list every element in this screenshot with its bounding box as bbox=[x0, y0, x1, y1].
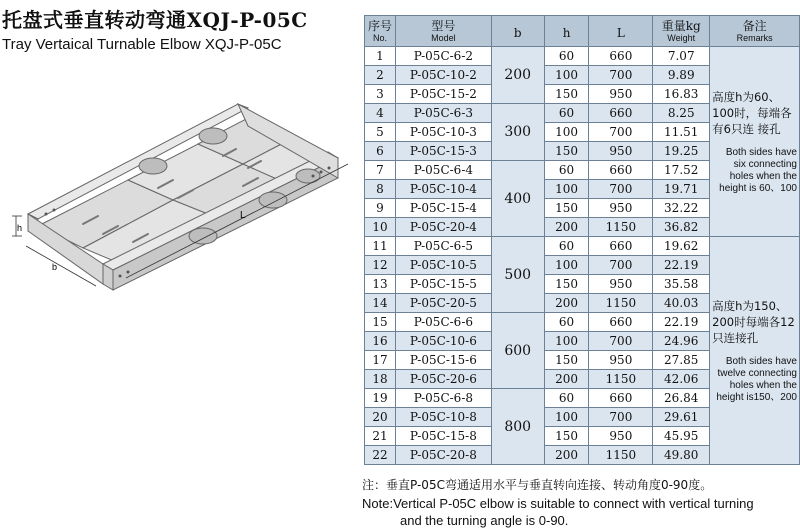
note-en-line1: Note:Vertical P-05C elbow is suitable to connect with vertical turning bbox=[362, 496, 754, 511]
cell-no: 16 bbox=[365, 332, 396, 351]
cell-L: 950 bbox=[589, 351, 653, 370]
cell-h: 200 bbox=[544, 218, 589, 237]
cell-L: 700 bbox=[589, 256, 653, 275]
cell-no: 11 bbox=[365, 237, 396, 256]
dimension-label-h: h bbox=[17, 223, 23, 233]
cell-weight: 49.80 bbox=[653, 446, 710, 465]
cell-L: 1150 bbox=[589, 446, 653, 465]
cell-L: 950 bbox=[589, 275, 653, 294]
cell-L: 660 bbox=[589, 47, 653, 66]
cell-remarks bbox=[710, 47, 800, 237]
cell-model: P-05C-10-5 bbox=[395, 256, 491, 275]
cell-no: 10 bbox=[365, 218, 396, 237]
cell-h: 150 bbox=[544, 199, 589, 218]
cell-b: 300 bbox=[491, 104, 544, 161]
cell-model: P-05C-6-3 bbox=[395, 104, 491, 123]
cell-h: 150 bbox=[544, 427, 589, 446]
cell-weight: 45.95 bbox=[653, 427, 710, 446]
hinge-joint bbox=[199, 128, 227, 144]
cell-model: P-05C-10-3 bbox=[395, 123, 491, 142]
cell-model: P-05C-6-6 bbox=[395, 313, 491, 332]
cell-no: 8 bbox=[365, 180, 396, 199]
cell-model: P-05C-20-6 bbox=[395, 370, 491, 389]
header-h: h bbox=[544, 16, 589, 47]
cell-L: 700 bbox=[589, 408, 653, 427]
cell-weight: 42.06 bbox=[653, 370, 710, 389]
cell-model: P-05C-6-4 bbox=[395, 161, 491, 180]
note-en-line2: and the turning angle is 0-90. bbox=[400, 513, 569, 528]
cell-h: 100 bbox=[544, 256, 589, 275]
cell-weight: 11.51 bbox=[653, 123, 710, 142]
cell-no: 21 bbox=[365, 427, 396, 446]
cell-model: P-05C-6-5 bbox=[395, 237, 491, 256]
spec-table-body bbox=[365, 47, 800, 465]
cell-no: 17 bbox=[365, 351, 396, 370]
cell-L: 700 bbox=[589, 332, 653, 351]
cell-b: 200 bbox=[491, 47, 544, 104]
cell-h: 150 bbox=[544, 275, 589, 294]
remark-cn: 高度h为60、100时，每端各有6只连 接孔 bbox=[712, 89, 792, 136]
cell-h: 150 bbox=[544, 351, 589, 370]
hinge-joint bbox=[189, 228, 217, 244]
cell-h: 200 bbox=[544, 446, 589, 465]
cell-no: 19 bbox=[365, 389, 396, 408]
cell-weight: 29.61 bbox=[653, 408, 710, 427]
cell-model: P-05C-6-8 bbox=[395, 389, 491, 408]
cell-h: 60 bbox=[544, 161, 589, 180]
cell-no: 6 bbox=[365, 142, 396, 161]
cell-h: 100 bbox=[544, 408, 589, 427]
hinge-joint bbox=[296, 169, 320, 183]
cell-weight: 19.25 bbox=[653, 142, 710, 161]
cell-no: 18 bbox=[365, 370, 396, 389]
cell-no: 1 bbox=[365, 47, 396, 66]
cell-model: P-05C-20-4 bbox=[395, 218, 491, 237]
cell-L: 950 bbox=[589, 85, 653, 104]
cell-model: P-05C-20-5 bbox=[395, 294, 491, 313]
cell-no: 20 bbox=[365, 408, 396, 427]
cell-no: 12 bbox=[365, 256, 396, 275]
header-b: b bbox=[491, 16, 544, 47]
cell-h: 150 bbox=[544, 142, 589, 161]
cell-model: P-05C-15-8 bbox=[395, 427, 491, 446]
cell-no: 4 bbox=[365, 104, 396, 123]
cell-L: 700 bbox=[589, 180, 653, 199]
cell-no: 3 bbox=[365, 85, 396, 104]
cell-no: 14 bbox=[365, 294, 396, 313]
cell-model: P-05C-20-8 bbox=[395, 446, 491, 465]
cell-L: 1150 bbox=[589, 294, 653, 313]
remark-cn: 高度h为150、200时每端各12只连接孔 bbox=[712, 298, 795, 345]
remark-en: Both sides have six connecting holes when the height is 60、100 bbox=[719, 146, 797, 194]
cell-h: 60 bbox=[544, 389, 589, 408]
cell-model: P-05C-15-5 bbox=[395, 275, 491, 294]
cell-h: 200 bbox=[544, 294, 589, 313]
page-title-cn: 托盘式垂直转动弯通XQJ-P-05C bbox=[2, 8, 308, 32]
cell-L: 950 bbox=[589, 427, 653, 446]
cell-L: 700 bbox=[589, 66, 653, 85]
cell-weight: 17.52 bbox=[653, 161, 710, 180]
cell-no: 22 bbox=[365, 446, 396, 465]
cell-model: P-05C-10-2 bbox=[395, 66, 491, 85]
cell-L: 1150 bbox=[589, 370, 653, 389]
cell-weight: 9.89 bbox=[653, 66, 710, 85]
cell-b: 400 bbox=[491, 161, 544, 237]
cell-b: 600 bbox=[491, 313, 544, 389]
cell-L: 660 bbox=[589, 237, 653, 256]
cell-h: 150 bbox=[544, 85, 589, 104]
cell-b: 500 bbox=[491, 237, 544, 313]
hinge-joint bbox=[139, 158, 167, 174]
cell-weight: 7.07 bbox=[653, 47, 710, 66]
cell-no: 5 bbox=[365, 123, 396, 142]
cell-model: P-05C-6-2 bbox=[395, 47, 491, 66]
cell-h: 100 bbox=[544, 332, 589, 351]
cell-weight: 24.96 bbox=[653, 332, 710, 351]
header-remarks: 备注 Remarks bbox=[710, 16, 800, 47]
note-cn: 注：垂直P-05C弯通适用水平与垂直转向连接、转动角度0-90度。 bbox=[362, 478, 713, 492]
cell-L: 950 bbox=[589, 142, 653, 161]
cell-weight: 22.19 bbox=[653, 256, 710, 275]
cell-h: 100 bbox=[544, 66, 589, 85]
cell-b: 800 bbox=[491, 389, 544, 465]
dimension-label-L: L bbox=[240, 210, 246, 221]
cell-no: 9 bbox=[365, 199, 396, 218]
dimension-label-b: b bbox=[52, 262, 58, 272]
cell-weight: 16.83 bbox=[653, 85, 710, 104]
table-row bbox=[365, 237, 800, 256]
cell-model: P-05C-15-2 bbox=[395, 85, 491, 104]
cell-remarks bbox=[710, 237, 800, 465]
hinge-joint bbox=[259, 192, 287, 208]
remark-en: Both sides have twelve connecting holes when the height is150、200 bbox=[716, 355, 797, 403]
cell-L: 1150 bbox=[589, 218, 653, 237]
cell-model: P-05C-10-8 bbox=[395, 408, 491, 427]
page-title-en: Tray Vertaical Turnable Elbow XQJ-P-05C bbox=[2, 36, 282, 53]
header-no: 序号 No. bbox=[365, 16, 396, 47]
cell-h: 100 bbox=[544, 180, 589, 199]
cell-weight: 19.71 bbox=[653, 180, 710, 199]
cell-weight: 27.85 bbox=[653, 351, 710, 370]
cell-model: P-05C-10-4 bbox=[395, 180, 491, 199]
cell-model: P-05C-15-3 bbox=[395, 142, 491, 161]
cell-no: 2 bbox=[365, 66, 396, 85]
cell-L: 660 bbox=[589, 104, 653, 123]
cell-no: 7 bbox=[365, 161, 396, 180]
cell-weight: 40.03 bbox=[653, 294, 710, 313]
cell-model: P-05C-15-6 bbox=[395, 351, 491, 370]
cell-h: 60 bbox=[544, 47, 589, 66]
header-L: L bbox=[589, 16, 653, 47]
cell-h: 100 bbox=[544, 123, 589, 142]
cell-model: P-05C-10-6 bbox=[395, 332, 491, 351]
cell-weight: 35.58 bbox=[653, 275, 710, 294]
header-model: 型号 Model bbox=[395, 16, 491, 47]
cell-weight: 8.25 bbox=[653, 104, 710, 123]
cell-h: 60 bbox=[544, 237, 589, 256]
cell-L: 950 bbox=[589, 199, 653, 218]
cell-weight: 32.22 bbox=[653, 199, 710, 218]
table-row bbox=[365, 47, 800, 66]
cell-weight: 36.82 bbox=[653, 218, 710, 237]
cell-h: 60 bbox=[544, 104, 589, 123]
cell-no: 13 bbox=[365, 275, 396, 294]
spec-table bbox=[364, 15, 800, 465]
cell-weight: 22.19 bbox=[653, 313, 710, 332]
cell-L: 660 bbox=[589, 389, 653, 408]
header-weight: 重量kg Weight bbox=[653, 16, 710, 47]
cell-h: 200 bbox=[544, 370, 589, 389]
cell-no: 15 bbox=[365, 313, 396, 332]
cell-weight: 26.84 bbox=[653, 389, 710, 408]
cell-model: P-05C-15-4 bbox=[395, 199, 491, 218]
table-header-row bbox=[365, 16, 800, 47]
cell-L: 660 bbox=[589, 313, 653, 332]
cell-weight: 19.62 bbox=[653, 237, 710, 256]
cell-L: 700 bbox=[589, 123, 653, 142]
tray-elbow-drawing bbox=[8, 96, 353, 296]
cell-L: 660 bbox=[589, 161, 653, 180]
cell-h: 60 bbox=[544, 313, 589, 332]
